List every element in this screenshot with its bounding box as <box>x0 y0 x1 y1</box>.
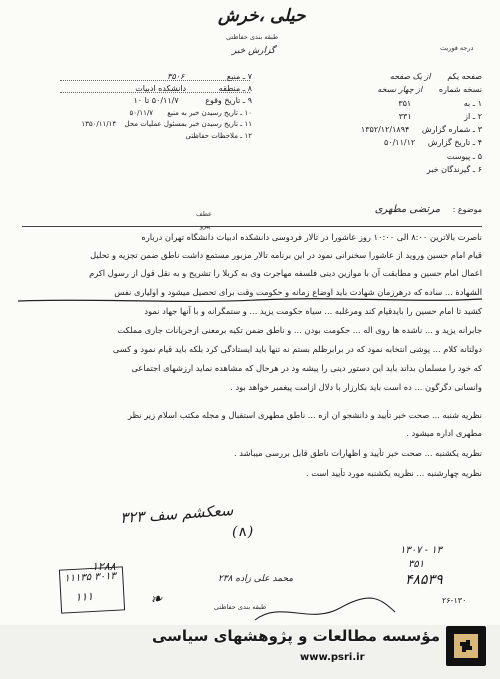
handwritten-flourish <box>250 590 400 630</box>
followup-note: پیرو <box>200 222 211 230</box>
body-line: اعمال امام حسین و مطابقت آن با موازین دینی فلسفه مهاجرت وی به کربلا را تشریح و به نقل قول از رسول اکرم <box>89 268 482 278</box>
meta-right-block: صفحه یکم از یک صفحه نسخه شماره از چهار نسخه ۱ ـ به ۳۵۱ ۲ ـ از ۳۳۱ ۳ ـ شماره گزارش ۱۳۵۲/۱۲/۱۸۹۴ ۴ ـ تاریخ گزارش ۵۰/۱۱/۱۲ ۵ ـ پیوست ۶ ـ گیرندگان خبر <box>360 72 482 174</box>
institute-logo <box>446 626 486 666</box>
pen-underline <box>16 296 486 306</box>
meta-divider <box>60 80 250 81</box>
body-line: جابرانه یزید و ... ناشده ها روی اله ... حکومت بودن ... و ناطق ضمن تکیه برمعنی ازجریانات جاری مملکت <box>117 325 482 335</box>
meta-left-block: ۷ ـ منبع ۳۵۰۶ ۸ ـ منطقه دانشکده ادبیات ۹ ـ تاریخ وقوع ۵۰/۱۱/۷ تا ۱۰ ۱۰ ـ تاریخ رسیدن خبر به منبع ۵۰/۱۱/۷ ۱۱ ـ تاریخ رسیدن خبر بمسئول عملیات محل ۱۳۵۰/۱۱/۱۴ ۱۲ ـ ملاحظات حفاظتی <box>81 72 252 140</box>
priority-label: درجه فوریت <box>440 44 474 52</box>
reference-note: عطف <box>196 210 212 218</box>
handwritten-initials: (∧) <box>232 524 254 540</box>
receipt-stamp: ۱۱۱۳۵ ۳۰۱۳ ۱۱۱ <box>59 566 125 613</box>
footer-classification: طبقه بندی حفاظتی <box>214 603 267 611</box>
body-line: قیام امام حسین وروید از عاشورا سخنرانی نمود در این برنامه تالار مزبور مستمع داشت ناطق ضمن تجزیه و تحلیل <box>90 250 482 260</box>
document-sub-number: ۲۶-۱۳۰ <box>442 596 467 605</box>
body-line: کشید تا امام حسین را بایدقیام کند ومرغلبه ... سیاه حکومت یزید ... و ستمگرانه و با آنها جهاد نمود <box>144 306 482 316</box>
logo-glyph-icon <box>446 626 486 666</box>
handwritten-scribble: ❧ <box>148 588 165 610</box>
handwritten-margin-note: ۱۲۸۸ <box>92 560 116 573</box>
report-type: گزارش خبر <box>232 46 276 56</box>
handwritten-number: ۳۵۱ <box>408 559 425 570</box>
watermark-url: www.psri.ir <box>300 652 365 663</box>
handwritten-signature: ۳۲۳ سعکشم سف <box>119 501 234 527</box>
name-stamp: محمد علی زاده ۲۳۸ <box>218 574 294 584</box>
body-line: وانسانی دگرگون ... ده است باید بکارزار با دلال ازامت پیغمبر خواهد بود . <box>230 382 482 392</box>
meta-divider <box>60 92 250 93</box>
classification-label: طبقه بندی حفاظتی <box>226 33 279 41</box>
body-line: ناصرت بالاترین ۸:۰۰ الی ۱۰:۰۰ روز عاشورا در تالار فردوسی دانشکده ادبیات دانشگاه تهران درباره <box>141 232 482 242</box>
assessment-note: نظریه چهارشنبه ... نظریه یکشنبه مورد تأیید است . <box>305 468 482 478</box>
assessment-note: مطهری اداره میشود . <box>406 428 482 438</box>
assessment-note: نظریه یکشنبه ... صحت خبر تأیید و اظهارات ناطق قابل بررسی میباشد . <box>233 448 482 458</box>
watermark-org-name: مؤسسه مطالعات و پژوهشهای سیاسی <box>151 627 440 645</box>
body-line: دولتانه کلام ... پوشی انتخابه نمود که در برابرظلم بستم نه تنها باید ایستادگی کرد بلکه باید قیام نمود و کسی <box>112 344 482 354</box>
subject-row: موضوع : مرتضی مطهری <box>374 204 482 215</box>
handwritten-number: ۱۳۰۷ - ۱۳ <box>400 545 442 556</box>
subject-divider <box>22 226 482 227</box>
body-line: الشهادة ... ساده که درهرزمان شهادت باید اوضاع زمانه و حکومت وقت برای تحصیل میشود و اولیاری نفس <box>114 287 482 297</box>
document-number: ۴۸۵۳۹ <box>405 572 443 588</box>
document-title: حیلی ،خرش <box>218 6 306 26</box>
assessment-note: نظریه شنبه ... صحت خبر تأیید و دانشجو ان ازه ... ناطق مطهری استقبال و مجله مکتب اسلام زیر نظر <box>127 410 482 420</box>
body-line: که خود را مسلمان بداند باید این دستور دینی را پیشه ود در هرحال که مشاهده نماید ارزشهای اجتماعی <box>131 363 482 373</box>
